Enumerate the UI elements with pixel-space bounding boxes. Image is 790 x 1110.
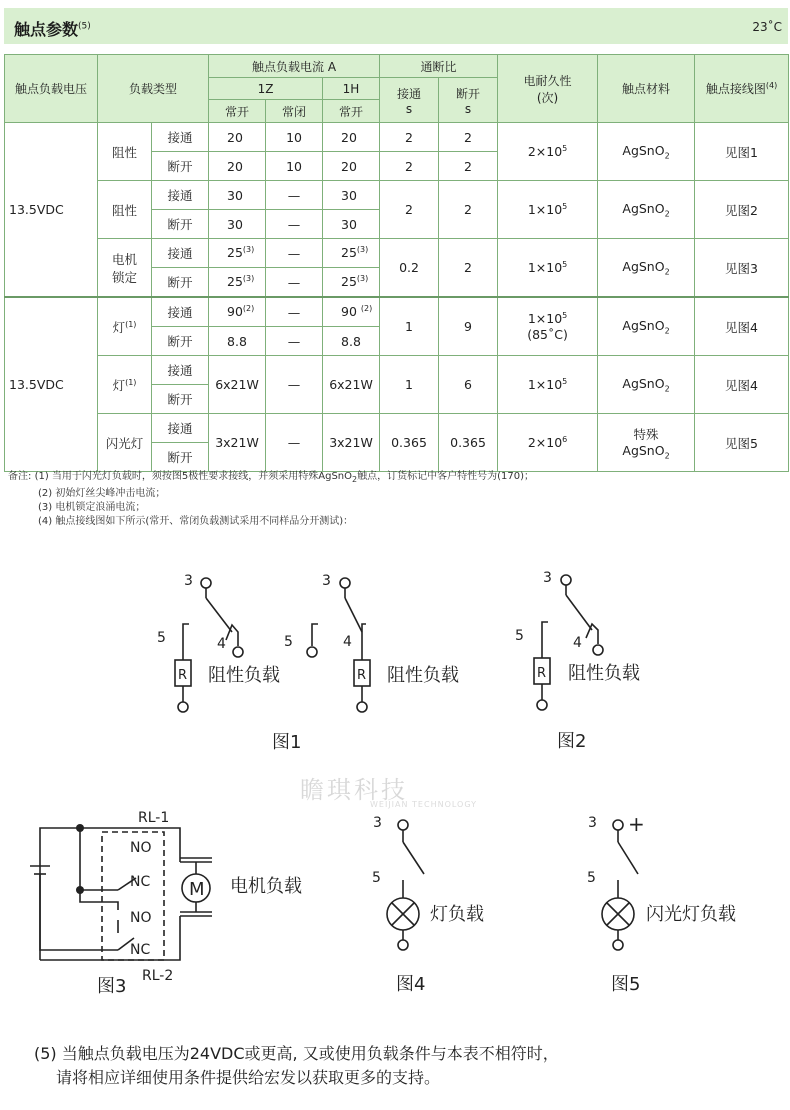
durability-cell: $2\times 10^5$ <box>498 123 598 181</box>
current-cell: 30 <box>323 210 380 239</box>
table-row <box>5 123 789 152</box>
wiring-cell: 见图5 <box>695 414 789 472</box>
notes <box>8 470 534 529</box>
figure-4-label: 图4 <box>396 974 426 995</box>
voltage-cell: 13.5VDC <box>5 297 98 472</box>
terminal-3: 3 <box>543 570 552 586</box>
ratio-on-cell: 0.2 <box>380 239 439 298</box>
switch-state: 断开 <box>152 152 209 181</box>
switch-state: 断开 <box>152 443 209 472</box>
header-ratio: 通断比 <box>380 55 498 78</box>
resistor-label: R <box>537 666 547 681</box>
ratio-on-cell: 2 <box>380 152 439 181</box>
terminal-4: 4 <box>343 634 352 650</box>
current-cell: — <box>266 356 323 414</box>
current-cell: — <box>266 239 323 268</box>
table-row <box>5 239 789 268</box>
resistive-load-label: 阻性负载 <box>387 665 459 686</box>
wiring-cell: 见图4 <box>695 297 789 356</box>
motor-symbol: M <box>189 879 205 900</box>
lamp-diagram <box>387 820 424 950</box>
no-label: NO <box>130 840 152 856</box>
ratio-off-cell: 9 <box>439 297 498 356</box>
current-cell: — <box>266 210 323 239</box>
header-voltage: 触点负载电压 <box>5 55 98 123</box>
header-1h-no: 常开 <box>323 100 380 123</box>
ratio-off-cell: 2 <box>439 239 498 298</box>
current-cell: 30 <box>209 210 266 239</box>
current-cell: 90$^{(2)}$ <box>209 297 266 327</box>
ratio-on-cell: 2 <box>380 123 439 152</box>
footnote-line-1: (5) 当触点负载电压为24VDC或更高, 又或使用负载条件与本表不相符时， <box>34 1044 559 1063</box>
motor-diagram <box>30 828 212 960</box>
ratio-off-cell: 2 <box>439 123 498 152</box>
durability-cell: $1\times 10^5$ <box>498 239 598 298</box>
material-cell: 特殊 AgSnO$_2$ <box>598 414 695 472</box>
ratio-on-cell: 0.365 <box>380 414 439 472</box>
figure-1-label: 图1 <box>272 732 302 753</box>
footnote-line-2: 请将相应详细使用条件提供给宏发以获取更多的支持。 <box>56 1068 441 1087</box>
terminal-5: 5 <box>157 630 166 646</box>
current-cell: 30 <box>323 181 380 210</box>
current-cell: 20 <box>209 123 266 152</box>
current-cell: 25$^{(3)}$ <box>323 268 380 298</box>
switch-state: 接通 <box>152 239 209 268</box>
motor-load-label: 电机负载 <box>230 876 302 897</box>
flash-lamp-load-label: 闪光灯负载 <box>646 904 736 925</box>
durability-cell: $1\times 10^5$ (85˚C) <box>498 297 598 356</box>
table-row <box>5 297 789 327</box>
terminal-3: 3 <box>373 815 382 831</box>
current-cell: 25$^{(3)}$ <box>323 239 380 268</box>
ratio-off-cell: 6 <box>439 356 498 414</box>
wiring-cell: 见图4 <box>695 356 789 414</box>
junction-dot <box>76 824 84 832</box>
current-cell: 20 <box>209 152 266 181</box>
durability-cell: $2\times 10^6$ <box>498 414 598 472</box>
ratio-on-cell: 2 <box>380 181 439 239</box>
current-cell: 6x21W <box>323 356 380 414</box>
temperature-label: 23˚C <box>752 20 782 34</box>
current-cell: 6x21W <box>209 356 266 414</box>
material-cell: AgSnO$_2$ <box>598 297 695 356</box>
figure-5-label: 图5 <box>611 974 641 995</box>
switch-state: 接通 <box>152 123 209 152</box>
watermark-logo: 瞻琪科技 <box>300 776 408 804</box>
note-2: (2) 初始灯丝尖峰冲击电流； <box>38 488 166 499</box>
current-cell: 10 <box>266 152 323 181</box>
current-cell: 8.8 <box>323 327 380 356</box>
nc-label: NC <box>130 942 151 958</box>
terminal-5: 5 <box>284 634 293 650</box>
current-cell: — <box>266 297 323 327</box>
header-wiring: 触点接线图$^{(4)}$ <box>695 55 789 123</box>
ratio-off-cell: 2 <box>439 152 498 181</box>
resistor-label: R <box>178 668 188 683</box>
relay-2-label: RL-2 <box>142 968 174 984</box>
note-1: 备注: (1) 当用于闪光灯负载时，须按图5极性要求接线，并须采用特殊AgSnO$_2$触点，订货标记中客户特性号为(170)； <box>8 471 534 484</box>
terminal-3: 3 <box>588 815 597 831</box>
switch-state: 断开 <box>152 327 209 356</box>
figure-2-label: 图2 <box>557 731 587 752</box>
header-durability: 电耐久性 (次) <box>498 55 598 123</box>
wiring-cell: 见图2 <box>695 181 789 239</box>
material-cell: AgSnO$_2$ <box>598 239 695 298</box>
current-cell: 90 $^{(2)}$ <box>323 297 380 327</box>
current-cell: — <box>266 327 323 356</box>
material-cell: AgSnO$_2$ <box>598 356 695 414</box>
switch-state: 接通 <box>152 414 209 443</box>
lamp-load-label: 灯负载 <box>430 904 484 925</box>
current-cell: 30 <box>209 181 266 210</box>
watermark-sub: WEIJIAN TECHNOLOGY <box>370 800 478 809</box>
wiring-cell: 见图1 <box>695 123 789 181</box>
load-type-cell: 阻性 <box>98 123 152 181</box>
junction-dot <box>76 886 84 894</box>
durability-cell: $1\times 10^5$ <box>498 356 598 414</box>
nc-label: NC <box>130 874 151 890</box>
material-cell: AgSnO$_2$ <box>598 181 695 239</box>
load-type-cell: 灯$^{(1)}$ <box>98 356 152 414</box>
load-type-cell: 灯$^{(1)}$ <box>98 297 152 356</box>
current-cell: 25$^{(3)}$ <box>209 268 266 298</box>
resistor-label: R <box>357 668 367 683</box>
footnote-5 <box>34 1042 559 1090</box>
header-1z-no: 常开 <box>209 100 266 123</box>
contact-parameters-table <box>4 54 789 472</box>
header-1h: 1H <box>323 78 380 100</box>
terminal-3: 3 <box>322 573 331 589</box>
terminal-5: 5 <box>587 870 596 886</box>
current-cell: 3x21W <box>323 414 380 472</box>
switch-state: 接通 <box>152 181 209 210</box>
current-cell: — <box>266 268 323 298</box>
section-header <box>4 8 788 44</box>
current-cell: 20 <box>323 123 380 152</box>
header-current: 触点负载电流 A <box>209 55 380 78</box>
terminal-3: 3 <box>184 573 193 589</box>
durability-cell: $1\times 10^5$ <box>498 181 598 239</box>
header-load-type: 负载类型 <box>98 55 209 123</box>
header-material: 触点材料 <box>598 55 695 123</box>
resistive-diagram-no <box>175 578 243 712</box>
switch-state: 断开 <box>152 268 209 298</box>
current-cell: — <box>266 181 323 210</box>
current-cell: 3x21W <box>209 414 266 472</box>
relay-1-label: RL-1 <box>138 810 170 826</box>
table-row <box>5 356 789 385</box>
resistive-diagram-nc <box>307 578 370 712</box>
terminal-5: 5 <box>372 870 381 886</box>
table-row <box>5 414 789 443</box>
switch-state: 断开 <box>152 385 209 414</box>
voltage-cell: 13.5VDC <box>5 123 98 298</box>
resistive-load-label: 阻性负载 <box>568 663 640 684</box>
header-ratio-on: 接通 s <box>380 78 439 123</box>
plus-label: + <box>628 812 645 836</box>
load-type-cell: 电机 锁定 <box>98 239 152 298</box>
header-1z: 1Z <box>209 78 323 100</box>
no-label: NO <box>130 910 152 926</box>
switch-state: 接通 <box>152 356 209 385</box>
resistive-load-label: 阻性负载 <box>208 665 280 686</box>
header-ratio-off: 断开 s <box>439 78 498 123</box>
switch-state: 接通 <box>152 297 209 327</box>
ratio-off-cell: 0.365 <box>439 414 498 472</box>
current-cell: 8.8 <box>209 327 266 356</box>
current-cell: 20 <box>323 152 380 181</box>
wiring-cell: 见图3 <box>695 239 789 298</box>
current-cell: 10 <box>266 123 323 152</box>
figure-3-label: 图3 <box>97 976 127 997</box>
load-type-cell: 阻性 <box>98 181 152 239</box>
terminal-5: 5 <box>515 628 524 644</box>
table-row <box>5 181 789 210</box>
note-3: (3) 电机锁定浪涌电流； <box>38 502 146 513</box>
current-cell: 25$^{(3)}$ <box>209 239 266 268</box>
ratio-on-cell: 1 <box>380 297 439 356</box>
ratio-off-cell: 2 <box>439 181 498 239</box>
switch-state: 断开 <box>152 210 209 239</box>
note-4: (4) 触点接线图如下所示(常开、常闭负载测试采用不同样品分开测试)： <box>38 516 354 527</box>
section-title: 触点参数$^{(5)}$ <box>14 20 91 39</box>
resistive-diagram-fig2 <box>534 575 603 710</box>
flash-lamp-diagram <box>602 820 638 950</box>
header-1z-nc: 常闭 <box>266 100 323 123</box>
wiring-diagrams <box>0 540 790 1010</box>
ratio-on-cell: 1 <box>380 356 439 414</box>
terminal-4: 4 <box>573 635 582 651</box>
terminal-4: 4 <box>217 636 226 652</box>
load-type-cell: 闪光灯 <box>98 414 152 472</box>
current-cell: — <box>266 414 323 472</box>
material-cell: AgSnO$_2$ <box>598 123 695 181</box>
